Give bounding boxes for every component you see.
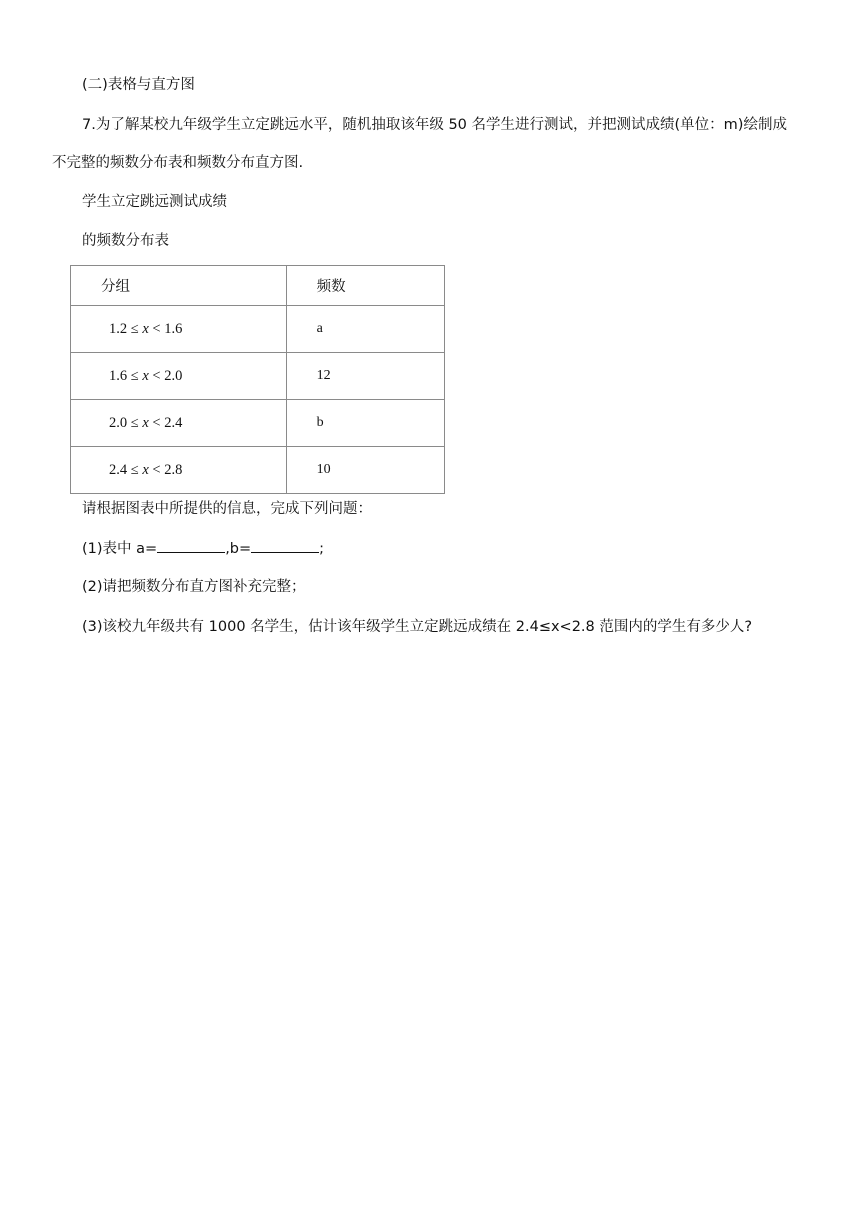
table-caption-line-2: 的频数分布表 [82, 233, 169, 249]
question-1-end: ; [319, 541, 325, 557]
answer-blank-a [157, 538, 225, 553]
question-3: (3)该校九年级共有 1000 名学生，估计该年级学生立定跳远成绩在 2.4≤x<2.8 范围内的学生有多少人? [82, 619, 753, 635]
table-row [71, 306, 445, 353]
section-title: (二)表格与直方图 [82, 77, 195, 93]
header-frequency: 频数 [286, 266, 444, 306]
frequency-value: b [286, 400, 444, 447]
problem-line-1: 7.为了解某校九年级学生立定跳远水平，随机抽取该年级 50 名学生进行测试，并把测试成绩(单位：m)绘制成 [82, 117, 787, 133]
frequency-value: 12 [286, 353, 444, 400]
table-row [71, 400, 445, 447]
group-range: 1.6 ≤ x < 2.0 [71, 353, 287, 400]
group-range: 2.4 ≤ x < 2.8 [71, 447, 287, 494]
table-row [71, 447, 445, 494]
table-caption-line-1: 学生立定跳远测试成绩 [82, 194, 227, 210]
group-range: 2.0 ≤ x < 2.4 [71, 400, 287, 447]
question-1 [82, 538, 324, 559]
problem-line-2: 不完整的频数分布表和频数分布直方图. [52, 155, 304, 171]
question-2: (2)请把频数分布直方图补充完整； [82, 579, 306, 595]
table-row [71, 353, 445, 400]
header-group: 分组 [71, 266, 287, 306]
table-header-row [71, 266, 445, 306]
group-range: 1.2 ≤ x < 1.6 [71, 306, 287, 353]
frequency-value: a [286, 306, 444, 353]
answer-blank-b [251, 538, 319, 553]
frequency-value: 10 [286, 447, 444, 494]
frequency-table [70, 265, 445, 494]
question-1-mid: ,b= [225, 541, 252, 557]
question-1-prefix: (1)表中 a= [82, 541, 158, 557]
instruction-text: 请根据图表中所提供的信息，完成下列问题： [82, 501, 372, 517]
